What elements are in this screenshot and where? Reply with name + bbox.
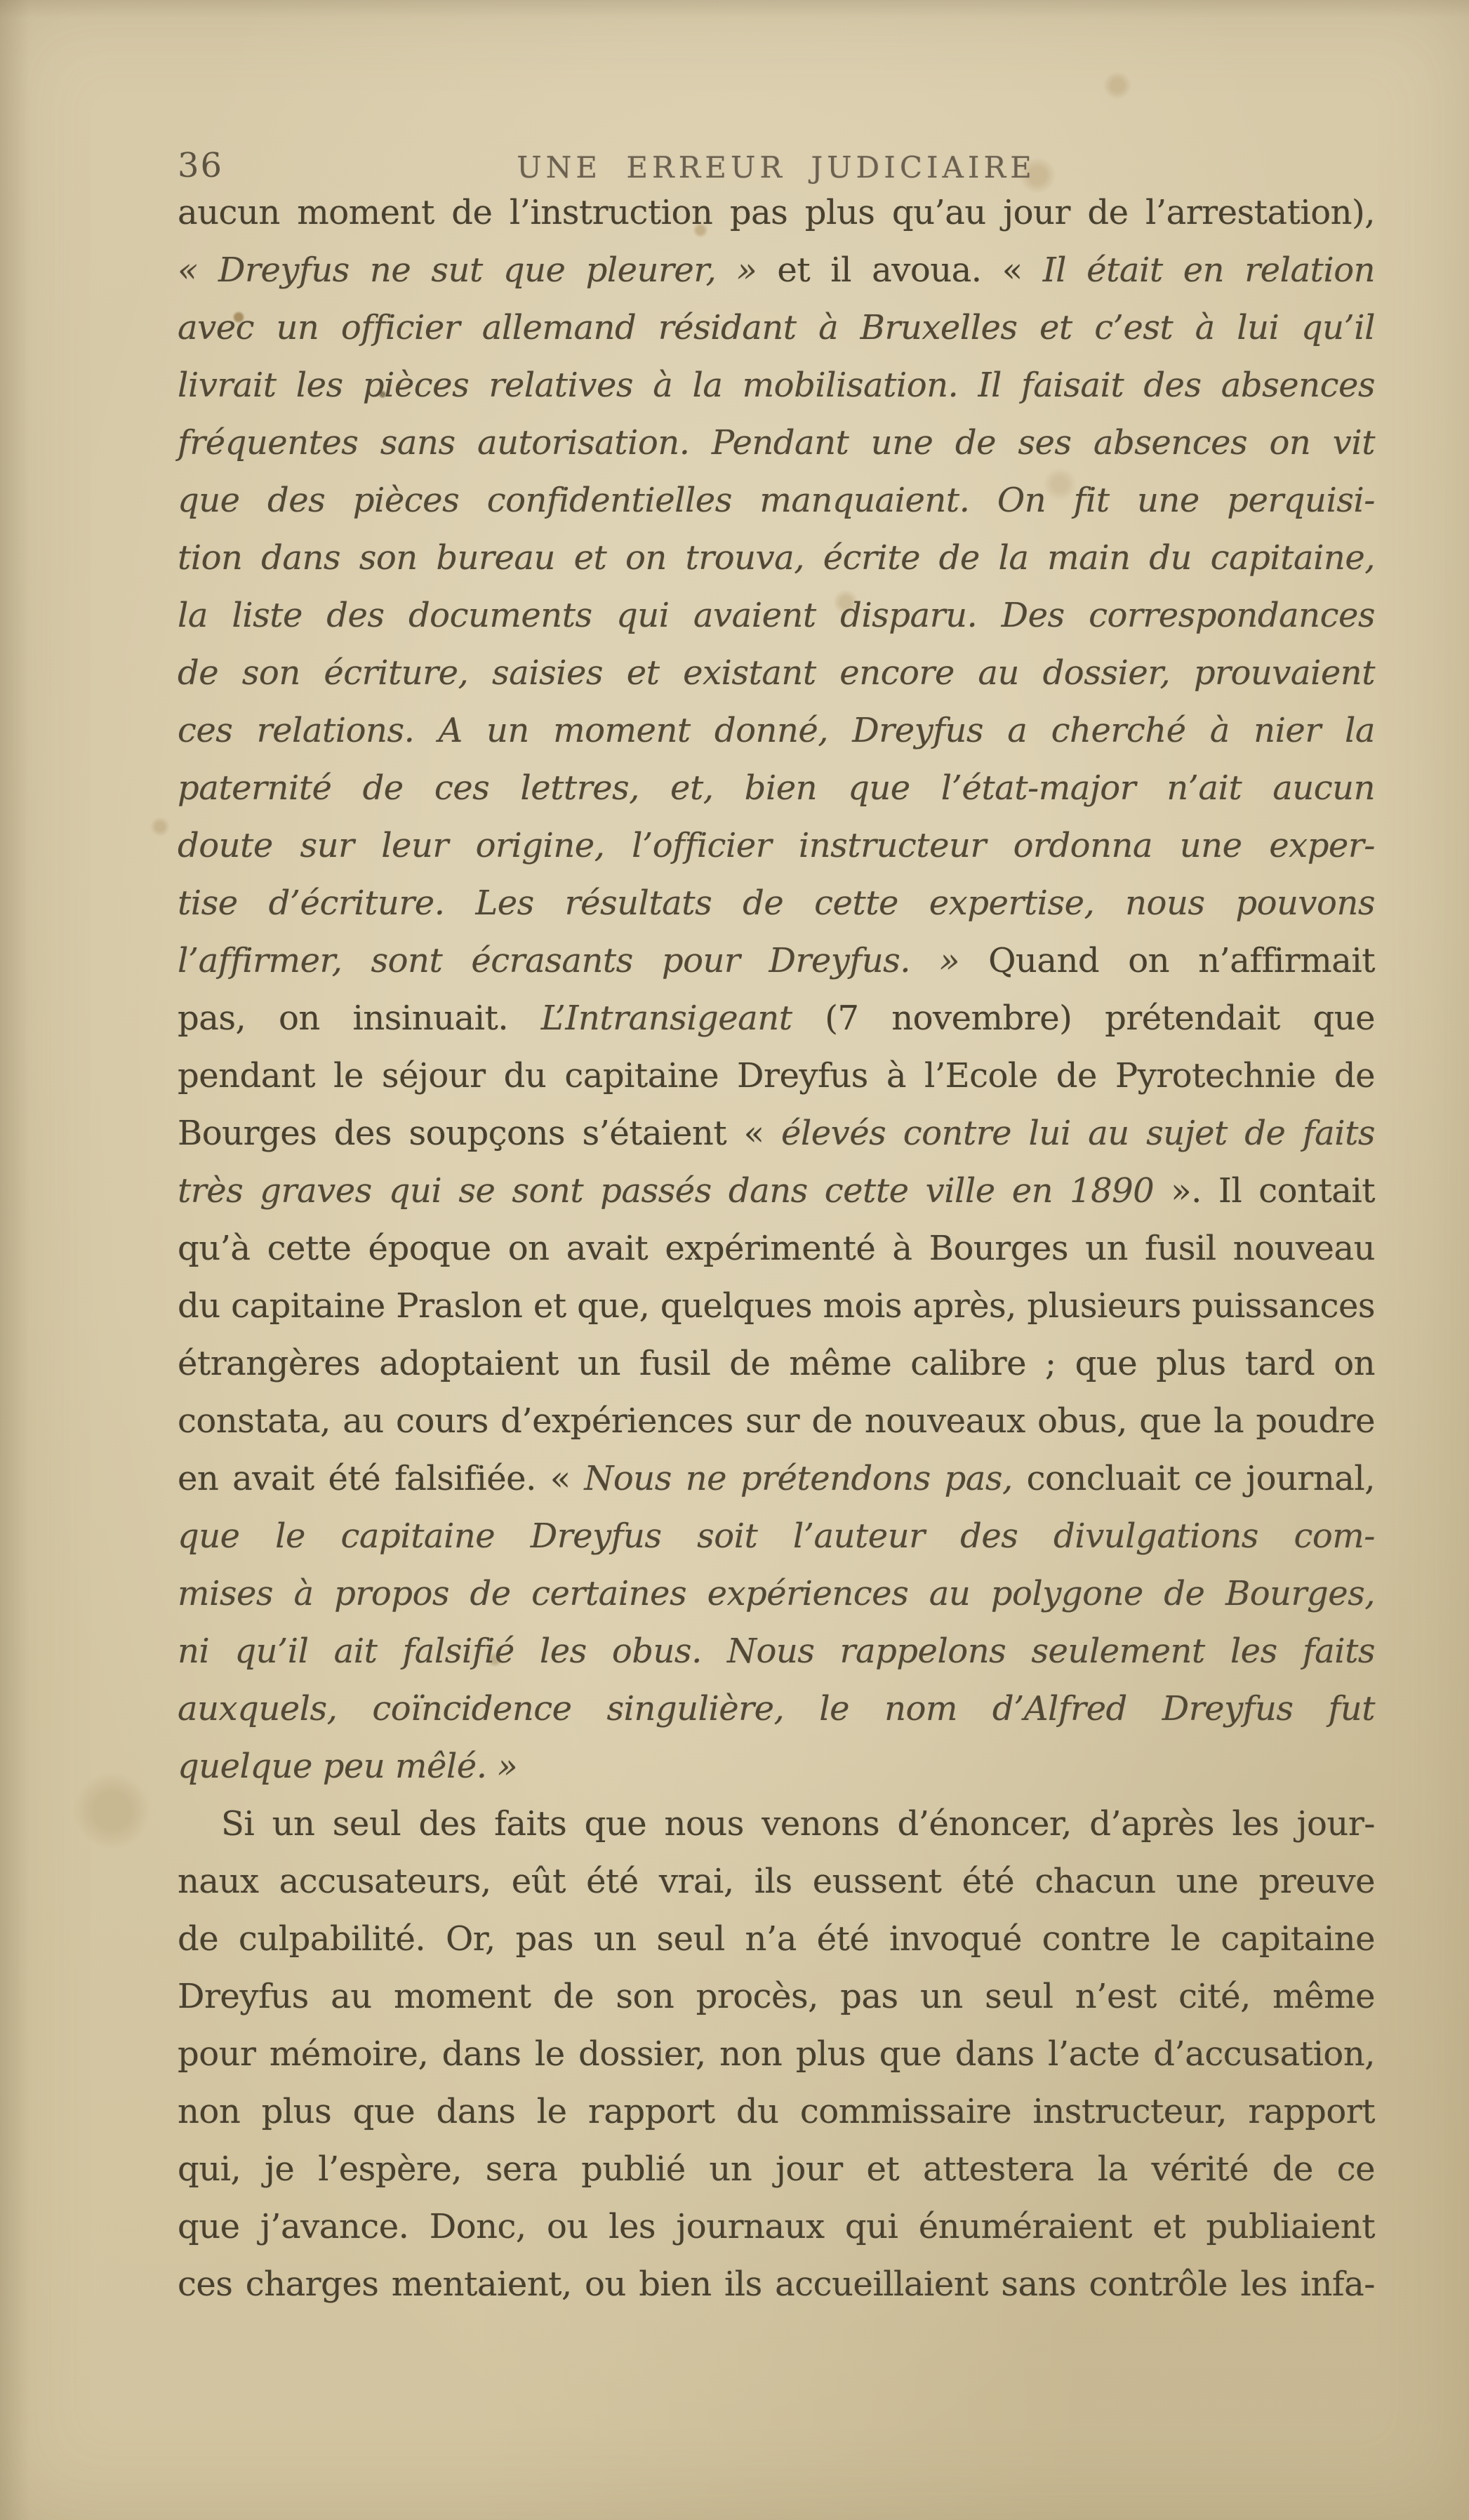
italic-text-segment: quelque peu mêlé. » [178,1747,518,1786]
text-line [178,299,1375,356]
text-segment: aucun moment de l’instruction pas plus qu’au jour de l’arrestation), [178,193,1375,232]
text-segment: non plus que dans le rapport du commissaire instructeur, rapport [178,2092,1375,2131]
text-line [178,1162,1375,1220]
italic-text-segment: L’Intransigeant [540,999,792,1038]
italic-text-segment: l’affirmer, sont écrasants pour Dreyfus. » [178,941,959,980]
text-line [178,1853,1375,1910]
text-segment: Dreyfus au moment de son procès, pas un seul n’est cité, même [178,1977,1375,2016]
text-segment: qui, je l’espère, sera publié un jour et attestera la vérité de ce [178,2149,1375,2189]
text-line [178,759,1375,817]
italic-text-segment: que le capitaine Dreyfus soit l’auteur des divulgations com- [178,1516,1375,1556]
italic-text-segment: Il était en relation [1022,251,1376,290]
text-line [178,702,1375,759]
text-line [178,1968,1375,2025]
text-line [178,2140,1375,2198]
text-line [178,644,1375,702]
text-line [178,2083,1375,2140]
text-segment: du capitaine Praslon et que, quelques mois après, plusieurs puissances [178,1286,1375,1326]
italic-text-segment: « Dreyfus ne sut que pleurer, » [178,251,757,290]
text-line [178,1392,1375,1450]
italic-text-segment: que des pièces confidentielles manquaient. On fit une perquisi- [178,481,1375,520]
italic-text-segment: mises à propos de certaines expériences au polygone de Bourges, [178,1574,1375,1613]
text-line [178,1680,1375,1738]
text-line [178,356,1375,414]
text-line [178,414,1375,472]
text-segment: étrangères adoptaient un fusil de même calibre ; que plus tard on [178,1344,1375,1383]
text-segment: naux accusateurs, eût été vrai, ils eussent été chacun une preuve [178,1862,1375,1901]
text-line [178,241,1375,299]
text-line [178,1910,1375,1968]
text-segment: ». Il contait [1154,1171,1376,1211]
italic-text-segment: auxquels, coïncidence singulière, le nom d’Alfred Dreyfus fut [178,1689,1375,1728]
text-line [178,1738,1375,1795]
text-segment: (7 novembre) prétendait que [792,999,1376,1038]
text-line [178,932,1375,989]
italic-text-segment: élevés contre lui au sujet de faits [764,1114,1375,1153]
text-segment: ces charges mentaient, ou bien ils accueillaient sans contrôle les infa- [178,2265,1375,2304]
italic-text-segment: doute sur leur origine, l’officier instructeur ordonna une exper- [178,826,1375,865]
text-line [178,1565,1375,1622]
italic-text-segment: ni qu’il ait falsifié les obus. Nous rappelons seulement les faits [178,1632,1375,1671]
text-line [178,989,1375,1047]
text-segment: concluait ce journal, [1012,1459,1375,1498]
text-segment: pas, on insinuait. [178,999,541,1038]
text-line [178,2198,1375,2255]
text-line [178,529,1375,587]
text-line [178,1450,1375,1507]
running-title: UNE ERREUR JUDICIAIRE [517,150,1036,185]
italic-text-segment: de son écriture, saisies et existant encore au dossier, prouvaient [178,653,1375,693]
italic-text-segment: livrait les pièces relatives à la mobilisation. Il faisait des absences [178,366,1375,405]
italic-text-segment: paternité de ces lettres, et, bien que l’état-major n’ait aucun [178,768,1375,808]
text-line [178,184,1375,241]
text-line [178,2255,1375,2313]
italic-text-segment: avec un officier allemand résidant à Bruxelles et c’est à lui qu’il [178,308,1375,347]
italic-text-segment: tise d’écriture. Les résultats de cette expertise, nous pouvons [178,884,1375,923]
text-line [178,1277,1375,1335]
text-segment: de culpabilité. Or, pas un seul n’a été invoqué contre le capitaine [178,1919,1375,1959]
text-line [178,1047,1375,1105]
text-line [178,1220,1375,1277]
text-line [178,874,1375,932]
text-line [178,1507,1375,1565]
text-line [178,472,1375,529]
text-line [178,1795,1375,1853]
text-segment: en avait été falsifiée. « [178,1459,571,1498]
text-line [178,2025,1375,2083]
text-segment: qu’à cette époque on avait expérimenté à Bourges un fusil nouveau [178,1229,1375,1268]
italic-text-segment: ces relations. A un moment donné, Dreyfus a cherché à nier la [178,711,1375,750]
italic-text-segment: très graves qui se sont passés dans cette ville en 1890 [178,1171,1155,1211]
text-segment: pendant le séjour du capitaine Dreyfus à l’Ecole de Pyrotechnie de [178,1056,1375,1095]
text-line [178,1622,1375,1680]
italic-text-segment: tion dans son bureau et on trouva, écrite de la main du capitaine, [178,538,1375,578]
italic-text-segment: Nous ne prétendons pas, [570,1459,1013,1498]
page-header [178,146,1375,188]
text-segment: pour mémoire, dans le dossier, non plus que dans l’acte d’accusation, [178,2034,1375,2074]
text-segment: Si un seul des faits que nous venons d’énoncer, d’après les jour- [221,1804,1375,1844]
italic-text-segment: la liste des documents qui avaient disparu. Des correspondances [178,596,1375,635]
text-line [178,1335,1375,1392]
text-segment: que j’avance. Donc, ou les journaux qui énuméraient et publiaient [178,2207,1375,2246]
text-segment: constata, au cours d’expériences sur de nouveaux obus, que la poudre [178,1401,1375,1441]
italic-text-segment: fréquentes sans autorisation. Pendant une de ses absences on vit [178,423,1375,462]
body-text [178,184,1375,2313]
page-number: 36 [178,146,224,185]
text-line [178,587,1375,644]
text-segment: et il avoua. « [757,251,1023,290]
text-line [178,1105,1375,1162]
text-line [178,817,1375,874]
text-segment: Quand on n’affirmait [959,941,1375,980]
text-segment: Bourges des soupçons s’étaient « [178,1114,764,1153]
